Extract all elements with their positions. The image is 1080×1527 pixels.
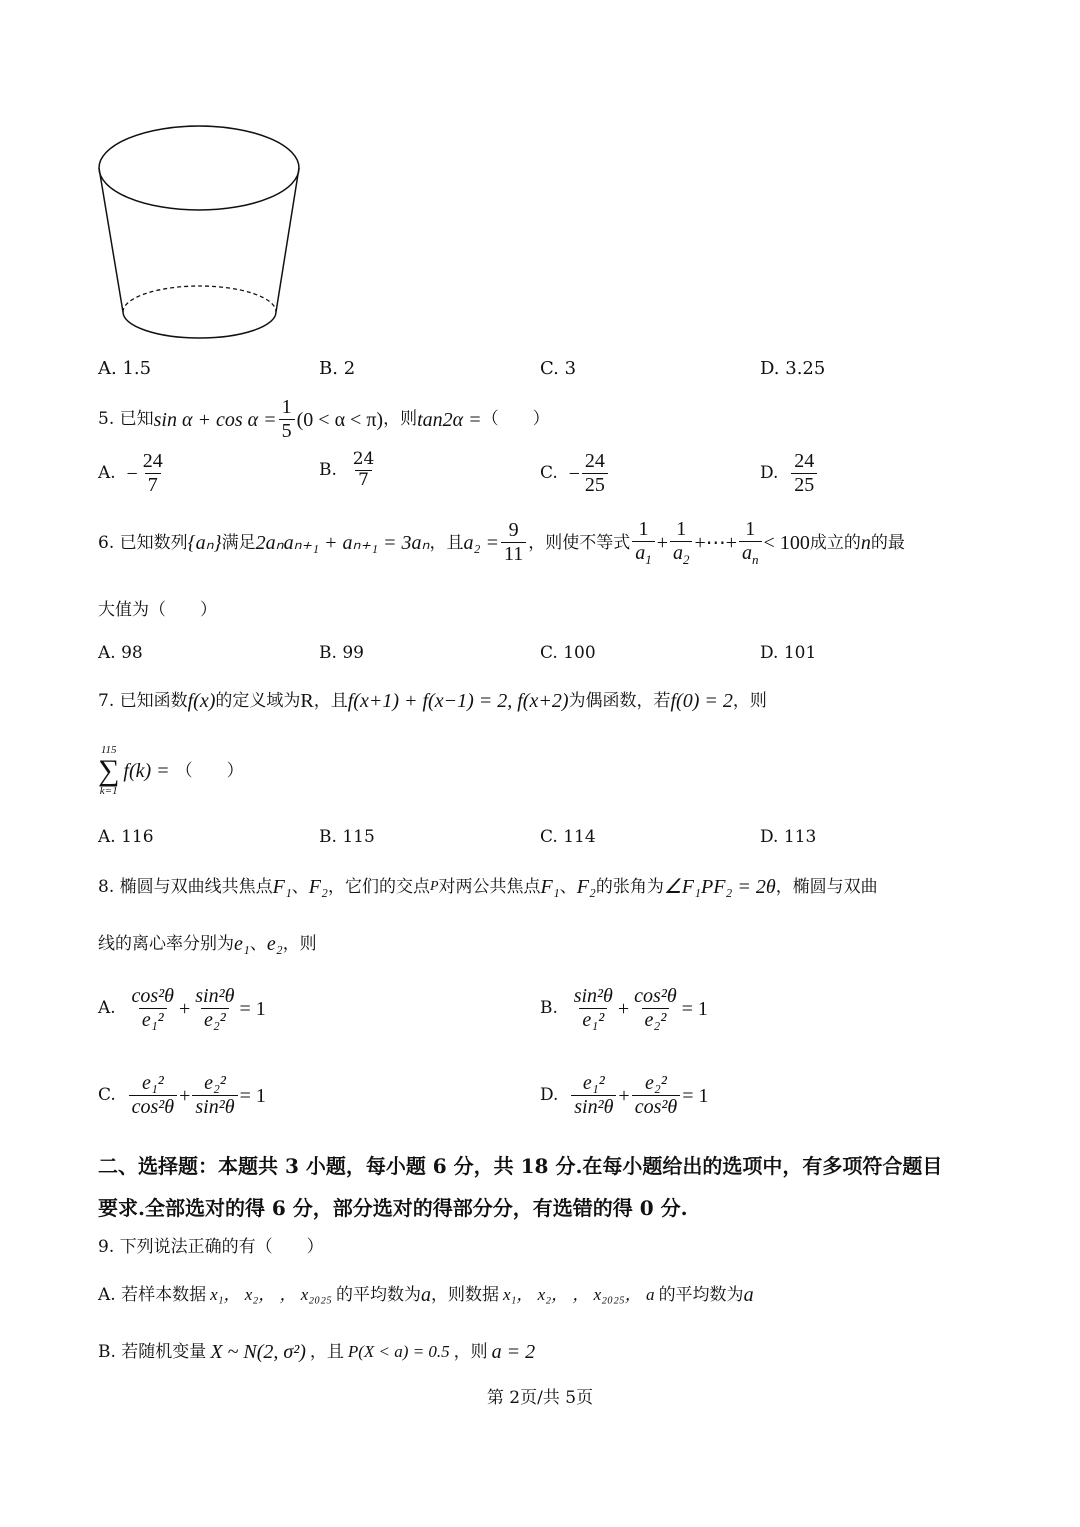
q7-stem: 7. 已知函数 f(x) 的定义域为 R ，且 f(x+1) + f(x−1) = 2, f(x+2) 为偶函数，若 f(0) = 2 ，则 <box>98 690 767 712</box>
q6-option-a[interactable]: A. 98 <box>98 643 143 663</box>
q5-option-b[interactable]: B. $\frac{24}{7}$ <box>319 449 375 490</box>
q9-stem: 9. 下列说法正确的有（ ） <box>98 1237 324 1257</box>
q6-option-d[interactable]: D. 101 <box>760 643 817 663</box>
q7-option-a[interactable]: A. 116 <box>98 827 154 847</box>
q9-option-a[interactable]: A. 若样本数据 x₁， x₂， ， x₂₀₂₅ 的平均数为 a ，则数据 x₁， x₂， ， x₂₀₂₅， a 的平均数为 a <box>98 1284 754 1306</box>
page-number: 第 2页/共 5页 <box>486 1388 594 1408</box>
q6-stem-line2: 大值为（ ） <box>98 600 217 620</box>
q6-stem: 6. 已知数列 {aₙ} 满足 2aₙaₙ₊₁ + aₙ₊₁ = 3aₙ ，且 a₂ = $\frac{9}{11}$ ，则使不等式 $\frac{1}{a_1}$ + $\frac{1}{a_2}$ +⋯+ $\frac{1}{a_n}$ < 100 成立的 n 的最 <box>98 518 905 567</box>
q8-stem-line2: 线的离心率分别为 e₁ 、 e₂ ，则 <box>98 933 317 955</box>
q5-option-a[interactable]: A. − $\frac{24}{7}$ <box>98 450 163 496</box>
q7-option-c[interactable]: C. 114 <box>540 827 596 847</box>
q8-option-d[interactable]: D. $\frac{\text{e₁²}}{\text{sin²θ}}$ + $\frac{\text{e₂²}}{\text{cos²θ}}$ = 1 <box>540 1072 709 1118</box>
q5-stem: 5. 已知 sin α + cos α = $\frac{1}{5}$ (0 < α < π) ，则 tan2α = （ ） <box>98 396 550 442</box>
section2-header-line2: 要求.全部选对的得 6 分，部分选对的得部分分，有选错的得 0 分. <box>98 1196 688 1220</box>
q7-option-d[interactable]: D. 113 <box>760 827 817 847</box>
q8-option-a[interactable]: A. $\frac{\text{cos²θ}}{\text{e₁²}}$ + $\frac{\text{sin²θ}}{\text{e₂²}}$ = 1 <box>98 985 266 1031</box>
q7-sum-line: 115 ∑ k=1 f(k) = （ ） <box>98 744 244 797</box>
frustum-bucket-figure <box>92 118 308 344</box>
q9-option-b[interactable]: B. 若随机变量 X ~ N(2, σ²) ，且 P(X < a) = 0.5 ，则 a = 2 <box>98 1341 536 1363</box>
q5-option-c[interactable]: C. − $\frac{24}{25}$ <box>540 450 610 497</box>
q4-option-d[interactable]: D. 3.25 <box>760 358 826 379</box>
q8-option-b[interactable]: B. $\frac{\text{sin²θ}}{\text{e₁²}}$ + $\frac{\text{cos²θ}}{\text{e₂²}}$ = 1 <box>540 985 708 1031</box>
section2-header-line1: 二、选择题：本题共 3 小题，每小题 6 分，共 18 分.在每小题给出的选项中，有多项符合题目 <box>98 1154 943 1178</box>
q4-option-b[interactable]: B. 2 <box>319 358 356 379</box>
q4-option-c[interactable]: C. 3 <box>540 358 577 379</box>
q7-option-b[interactable]: B. 115 <box>319 827 375 847</box>
q8-option-c[interactable]: C. $\frac{\text{e₁²}}{\text{cos²θ}}$ + $\frac{\text{e₂²}}{\text{sin²θ}}$ = 1 <box>98 1072 266 1118</box>
q4-option-a[interactable]: A. 1.5 <box>98 358 152 379</box>
q6-option-b[interactable]: B. 99 <box>319 643 364 663</box>
q5-option-d[interactable]: D. $\frac{24}{25}$ <box>760 450 819 497</box>
q8-stem: 8. 椭圆与双曲线共焦点 F₁ 、 F₂ ，它们的交点 P 对两公共焦点 F₁ 、 F₂ 的张角为 ∠F₁PF₂ = 2θ ，椭圆与双曲 <box>98 876 878 898</box>
q6-option-c[interactable]: C. 100 <box>540 643 596 663</box>
